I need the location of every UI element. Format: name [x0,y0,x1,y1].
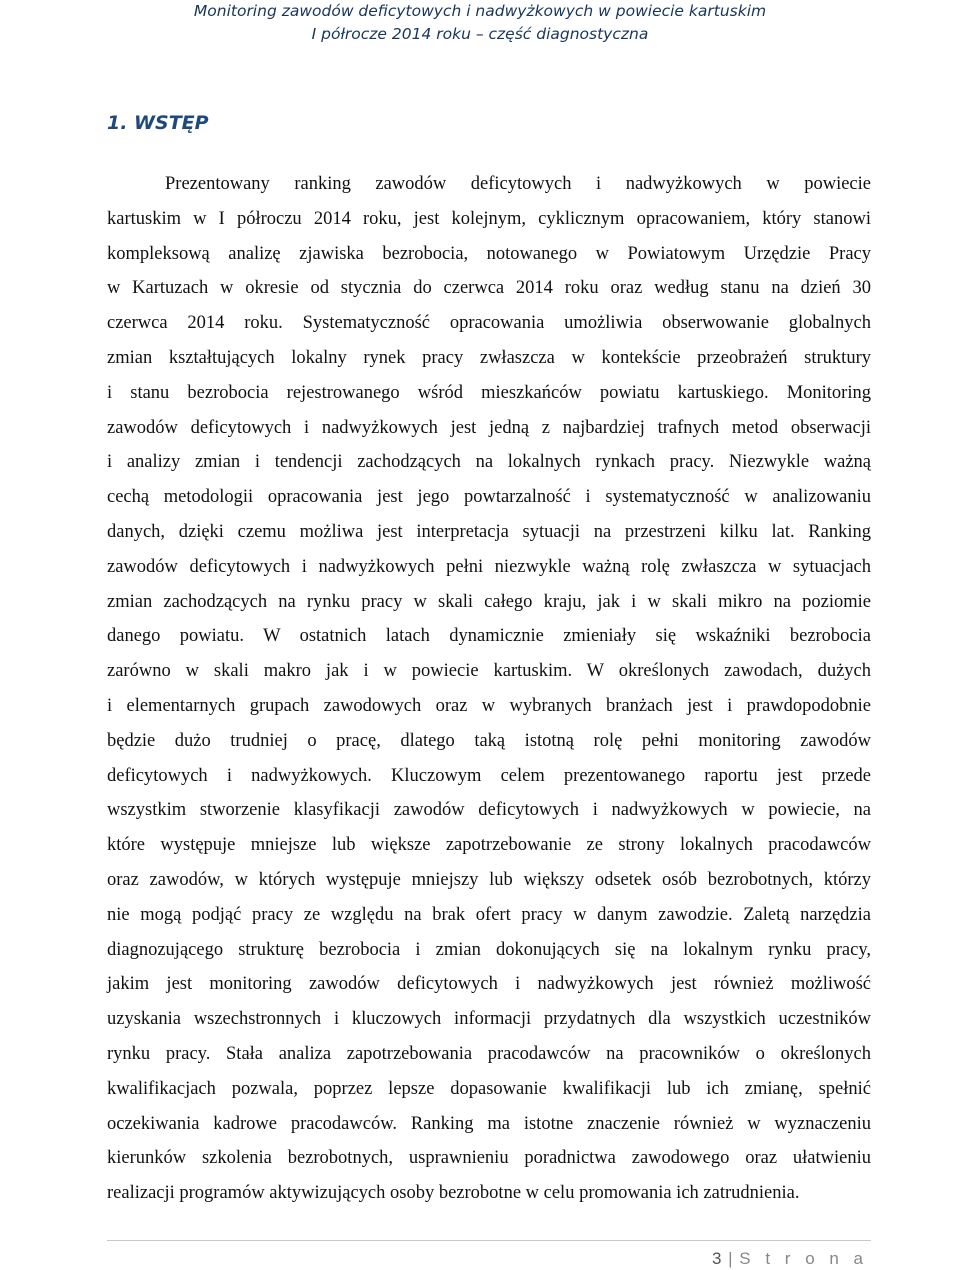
paragraph-line: oraz zawodów, w których występuje mniejszy lub większy odsetek osób bezrobotnych, którzy [107,869,871,890]
paragraph-line: zawodów deficytowych i nadwyżkowych pełni niezwykle ważną rolę zwłaszcza w sytuacjach [107,556,871,577]
paragraph-line: i stanu bezrobocia rejestrowanego wśród mieszkańców powiatu kartuskiego. Monitoring [107,382,871,403]
paragraph-line: danego powiatu. W ostatnich latach dynamicznie zmieniały się wskaźniki bezrobocia [107,626,871,647]
running-header [0,0,960,46]
paragraph-line: diagnozującego strukturę bezrobocia i zmian dokonujących się na lokalnym rynku pracy, [107,939,871,960]
paragraph-line: kwalifikacjach pozwala, poprzez lepsze dopasowanie kwalifikacji lub ich zmianę, spełnić [107,1078,871,1099]
paragraph-line: i analizy zmian i tendencji zachodzących na lokalnych rynkach pracy. Niezwykle ważną [107,452,871,473]
paragraph-line: zawodów deficytowych i nadwyżkowych jest jedną z najbardziej trafnych metod obserwacji [107,417,871,438]
paragraph-line: danych, dzięki czemu możliwa jest interpretacja sytuacji na przestrzeni kilku lat. Ranking [107,521,871,542]
paragraph-line: uzyskania wszechstronnych i kluczowych informacji przydatnych dla wszystkich uczestników [107,1009,871,1030]
footer-divider [107,1240,871,1241]
paragraph-line: zmian zachodzących na rynku pracy w skali całego kraju, jak i w skali mikro na poziomie [107,591,871,612]
section-heading: 1. WSTĘP [107,112,209,134]
page-number: 3 [711,1249,722,1268]
paragraph-line: cechą metodologii opracowania jest jego powtarzalność i systematyczność w analizowaniu [107,487,871,508]
paragraph-line: deficytowych i nadwyżkowych. Kluczowym celem prezentowanego raportu jest przede [107,765,871,786]
paragraph-line: jakim jest monitoring zawodów deficytowych i nadwyżkowych jest również możliwość [107,974,871,995]
page-label: S t r o n a [739,1249,868,1268]
paragraph-line: zarówno w skali makro jak i w powiecie kartuskim. W określonych zawodach, dużych [107,661,871,682]
paragraph-line: czerwca 2014 roku. Systematyczność opracowania umożliwia obserwowanie globalnych [107,313,871,334]
paragraph-line: nie mogą podjąć pracy ze względu na brak ofert pracy w danym zawodzie. Zaletą narzędzia [107,904,871,925]
footer-separator: | [728,1249,733,1268]
paragraph-line: które występuje mniejsze lub większe zapotrzebowanie ze strony lokalnych pracodawców [107,835,871,856]
paragraph-line: realizacji programów aktywizujących osoby bezrobotne w celu promowania ich zatrudnienia. [107,1183,800,1204]
header-subtitle-line: I półrocze 2014 roku – część diagnostyczna [311,25,649,43]
paragraph-line: wszystkim stworzenie klasyfikacji zawodów deficytowych i nadwyżkowych w powiecie, na [107,800,871,821]
body-paragraph [107,167,871,1211]
paragraph-line: kartuskim w I półroczu 2014 roku, jest kolejnym, cyklicznym opracowaniem, który stanowi [107,208,871,229]
header-title-line: Monitoring zawodów deficytowych i nadwyżkowych w powiecie kartuskim [193,2,767,20]
page-footer [712,1248,868,1270]
paragraph-line: rynku pracy. Stała analiza zapotrzebowania pracodawców na pracowników o określonych [107,1043,871,1064]
paragraph-line: i elementarnych grupach zawodowych oraz w wybranych branżach jest i prawdopodobnie [107,695,871,716]
paragraph-line: oczekiwania kadrowe pracodawców. Ranking ma istotne znaczenie również w wyznaczeniu [107,1113,871,1134]
paragraph-line: kompleksową analizę zjawiska bezrobocia, notowanego w Powiatowym Urzędzie Pracy [107,243,871,264]
paragraph-line: Prezentowany ranking zawodów deficytowych i nadwyżkowych w powiecie [165,174,871,194]
paragraph-line: zmian kształtujących lokalny rynek pracy zwłaszcza w kontekście przeobrażeń struktury [107,347,871,368]
paragraph-line: będzie dużo trudniej o pracę, dlatego taką istotną rolę pełni monitoring zawodów [107,730,871,751]
paragraph-line: kierunków szkolenia bezrobotnych, usprawnieniu poradnictwa zawodowego oraz ułatwieniu [107,1148,871,1169]
paragraph-line: w Kartuzach w okresie od stycznia do czerwca 2014 roku oraz według stanu na dzień 30 [107,278,871,299]
